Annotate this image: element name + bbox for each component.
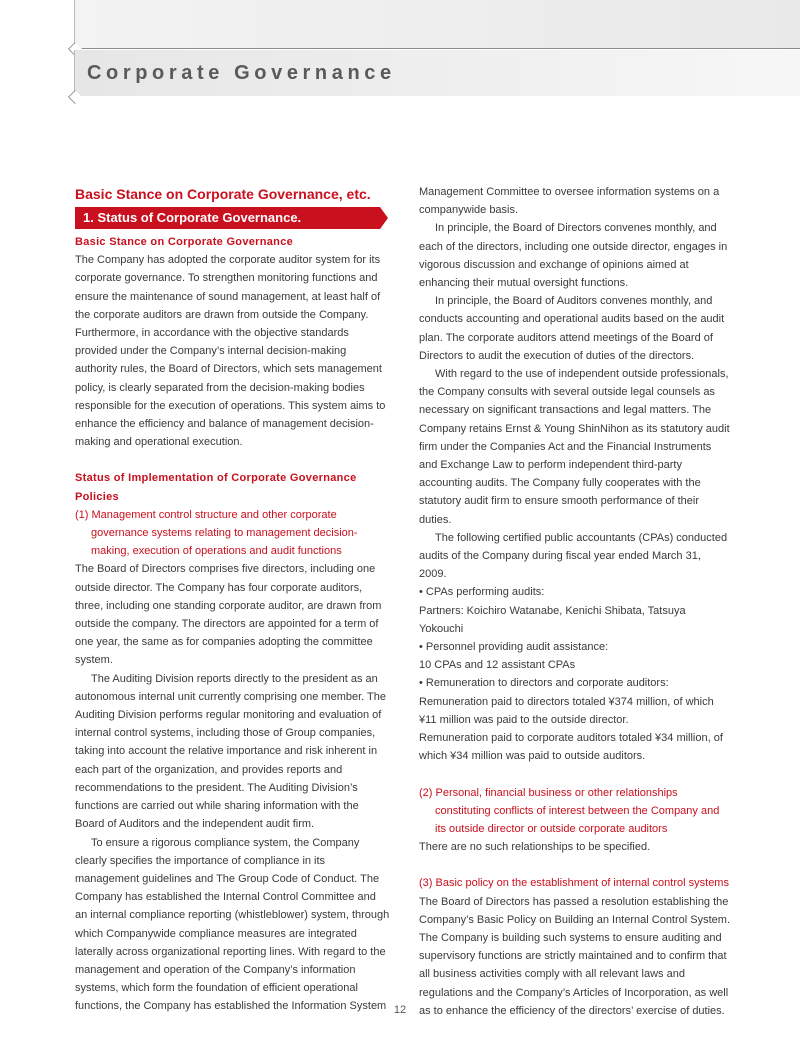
list-line: • Personnel providing audit assistance: [419,641,609,654]
page-number: 12 [393,1004,407,1016]
paragraph: In principle, the Board of Auditors convenes monthly, and conducts accounting and operational audits based on the audit plan. The corporate auditors attend meetings of the Board of Directors to audit the execution of duties of the directors. [419,295,725,362]
subsection-heading: Status of Implementation of Corporate Governance Policies [75,472,357,503]
list-line: Remuneration paid to corporate auditors totaled ¥34 million, of which ¥34 million was paid to outside auditors. [419,732,723,763]
subsection-heading: Basic Stance on Corporate Governance [75,236,294,248]
header-top-panel [74,0,800,49]
paragraph: The Board of Directors comprises five directors, including one outside director. The Company has four corporate auditors, three, including one standing corporate auditor, are drawn from outside the company. The directors are appointed for a term of one year, the same as for companies adopting the committee system. [75,563,382,667]
paragraph: The Auditing Division reports directly to the president as an autonomous internal unit currently comprising one member. The Auditing Division performs regular monitoring and evaluation of internal control systems, including those of Group companies, taking into account the relative importance and risk inherent in each part of the organization, and provides reports and recommendations to the president. The Auditing Division’s functions are carried out while sharing information with the Board of Auditors and the independent audit firm. [75,672,387,831]
item-heading: (1) Management control structure and other corporate governance systems relating to management decision-making, execution of operations and audit functions [75,508,358,558]
paragraph: Management Committee to oversee information systems on a companywide basis. [419,186,720,217]
item-heading: (2) Personal, financial business or other relationships constituting conflicts of interest between the Company and its outside director or outside corporate auditors [419,786,720,835]
paragraph: The Board of Directors has passed a resolution establishing the Company’s Basic Policy on Building an Internal Control System. The Company is building such systems to ensure auditing and supervisory functions are strictly maintained and to confirm that all business activities comply with all relevant laws and regulations and the Company’s Articles of Incorporation, as well as to enhance the efficiency of the directors’ exercise of duties. [419,895,731,1017]
section-heading: Basic Stance on Corporate Governance, etc. [75,186,371,202]
paragraph: The Company has adopted the corporate auditor system for its corporate governance. To strengthen monitoring functions and ensure the maintenance of sound management, at least half of the corporate auditors are drawn from outside the Company. Furthermore, in accordance with the objective standards provided under the Company’s internal decision-making authority rules, the Board of Directors, which sets management policy, is clearly separated from the decision-making bodies responsible for the execution of operations. This system aims to enhance the efficiency and balance of management decision-making and operational execution. [75,254,386,449]
section-bar: 1. Status of Corporate Governance. [75,207,380,229]
paragraph: With regard to the use of independent outside professionals, the Company consults with several outside legal counsels as necessary on significant transactions and legal matters. The Company retains Ernst & Young ShinNihon as its statutory audit firm under the Companies Act and the Financial Instruments and Exchange Law to perform independent third-party accounting audits. The Company fully cooperates with the statutory audit firm to ensure smooth performance of their duties. [419,368,730,526]
paragraph: There are no such relationships to be specified. [419,841,651,854]
left-column [75,181,390,1016]
list-line: • CPAs performing audits: [419,586,545,599]
list-line: • Remuneration to directors and corporate auditors: [419,677,669,690]
page-title: Corporate Governance [87,62,396,84]
list-line: Remuneration paid to directors totaled ¥374 million, of which ¥11 million was paid to the outside director. [419,695,714,726]
paragraph: In principle, the Board of Directors convenes monthly, and each of the directors, including one outside director, engages in vigorous discussion and exchange of opinions aimed at enhancing their mutual oversight functions. [419,222,728,290]
paragraph: The following certified public accountants (CPAs) conducted audits of the Company during fiscal year ended March 31, 2009. [419,531,728,581]
right-column [419,183,731,1020]
list-line: Partners: Koichiro Watanabe, Kenichi Shibata, Tatsuya Yokouchi [419,604,686,635]
list-line: 10 CPAs and 12 assistant CPAs [419,659,576,672]
paragraph: To ensure a rigorous compliance system, the Company clearly specifies the importance of compliance in its management guidelines and The Group Code of Conduct. The Company has established the Internal Control Committee and an internal compliance reporting (whistleblower) system, through which Companywide compliance measures are integrated laterally across organizational reporting lines. With regard to the management and operation of the Company’s information systems, which form the foundation of efficient operational functions, the Company has established the Information System [75,836,390,1013]
item-heading: (3) Basic policy on the establishment of internal control systems [419,877,729,890]
